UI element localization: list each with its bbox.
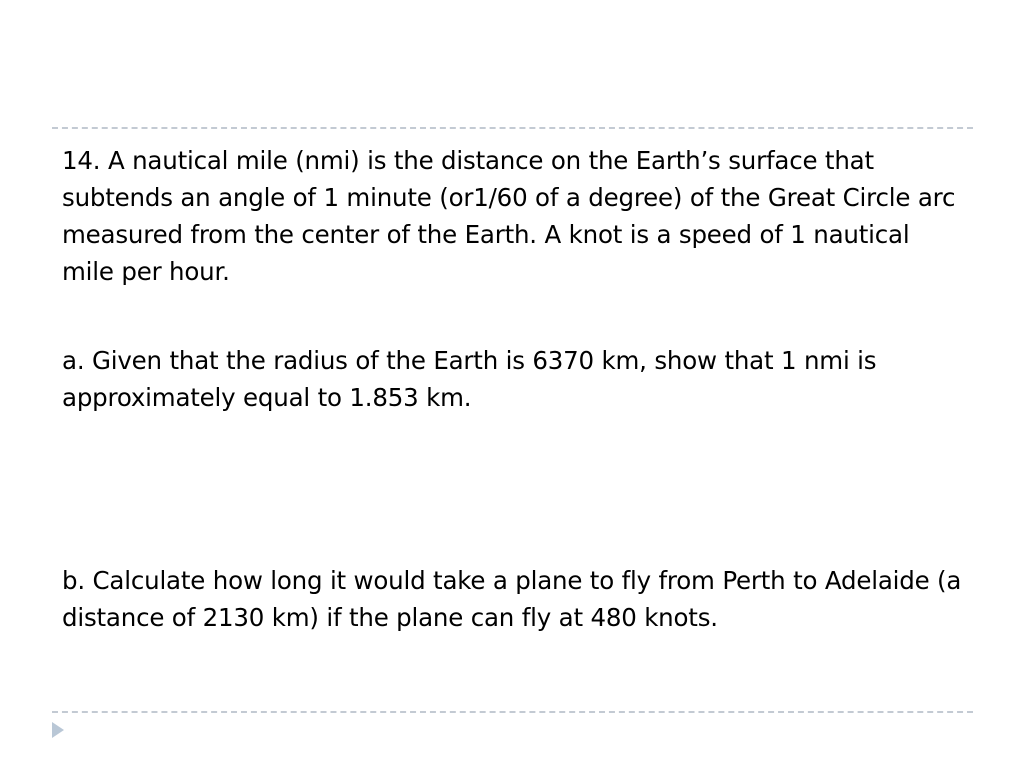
top-divider bbox=[52, 127, 973, 129]
bottom-divider bbox=[52, 711, 973, 713]
part-a-text: a. Given that the radius of the Earth is 6370 km, show that 1 nmi is approximately equal to 1.853 km. bbox=[62, 346, 877, 412]
part-b-text: b. Calculate how long it would take a plane to fly from Perth to Adelaide (a distance of 2130 km) if the plane can fly at 480 knots. bbox=[62, 566, 962, 632]
question-14-text: 14. A nautical mile (nmi) is the distance on the Earth’s surface that subtends an angle of 1 minute (or1/60 of a degree) of the Great Circle arc measured from the center of the Earth. A knot is a speed of 1 nautical mile per hour. bbox=[62, 146, 956, 286]
play-triangle-icon bbox=[52, 722, 64, 738]
